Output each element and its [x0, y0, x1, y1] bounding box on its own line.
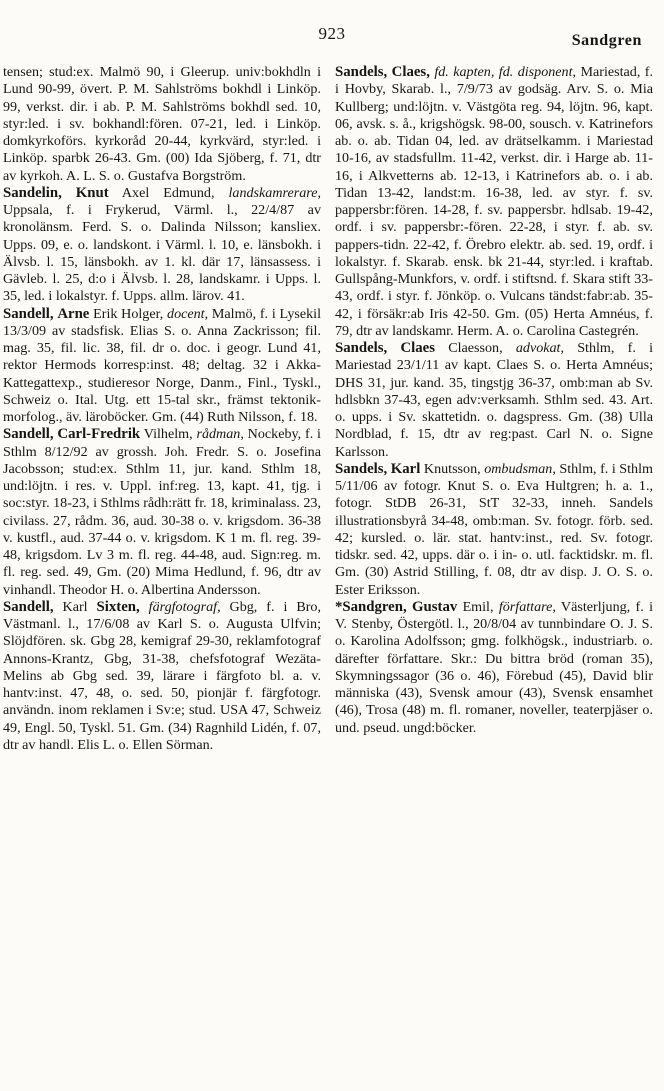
entry-title: författare	[498, 598, 553, 615]
left-column	[3, 64, 321, 754]
entry-title: fd. kapten, fd. disponent	[434, 64, 573, 80]
right-column	[335, 64, 653, 737]
entry-other-names: Axel Edmund,	[108, 184, 215, 201]
entry-first-name: Gustav	[412, 598, 458, 615]
entry-text: , Gbg, f. i Bro, Västmanl. l., 17/6/08 av Karl S. o. Augusta Ulfvin; Slöjdfören. sk. Gbg 28, kemigraf 29-30, reklamfotograf Annons-Krantz, Gbg, 31-38, chefsfotograf Wezäta-Melins ab Gbg sed. 39, lärare i färgfoto bl. a. v. hantv:inst. 47, 48, o. sed. 50, pionjär f. färgfotogr. användn. inom reklamen i Sv:e; stud. USA 47, Schweiz 49, Engl. 50, Tyskl. 51. Gm. (34) Ragnhild Lidén, f. 07, dtr av handl. Elis L. o. Ellen Sörman.	[3, 598, 321, 753]
entry	[335, 340, 653, 461]
entry-text: , Uppsala, f. i Frykerud, Värml. l., 22/4/87 av kronolänsm. Ferd. S. o. Dalinda Nilsson; kansliex. Upps. 09, e. o. landskont. i Värml. l. 10, e. länsbokh. i Älvsb. l. 15, länsbokh. av 1. kl. där 17, länsassess. i Gävleb. l. 25, d:o i Älvsb. l. 28, landskamr. i Upps. l. 35, led. i lokalstyr. f. Upps. allm. lärov. 41.	[3, 184, 322, 305]
entry-surname: Sandels,	[335, 64, 388, 80]
entry	[3, 64, 321, 185]
entry-surname: Sandell,	[3, 426, 54, 443]
entry-text: , Nockeby, f. i Sthlm 8/12/92 av grossh. Joh. Fredr. S. o. Josefina Jacobsson; stud:ex. Sthlm 11, jur. kand. Sthlm 18, und:löjtn. i res. v. Uppl. inf:reg. 13, kapt. 41, tjg. i soc:styr. 18-23, i Sthlms rådh:rätt fr. 18, kriminalass. 23, civilass. 27, rådm. 36, aud. 30-38 o. v. krigsdom. 36-38 v. kustfl., aud. 37-44 o. v. krigsdom. K 1 m. fl. reg. 39-48, krigsdom. Lv 3 m. fl. reg. 44-48, aud. Sign:reg. m. fl. reg. sed. 49, Gm. (20) Mima Hedlund, f. 96, dtr av vinhandl. Theodor H. o. Albertina Andersson.	[3, 426, 321, 598]
entry-surname: Sandelin,	[3, 184, 62, 201]
entry-text: tensen; stud:ex. Malmö 90, i Gleerup. univ:bokhdln i Lund 90-99, övert. P. M. Sahlströms bokhdl i Linköp. 99, verkst. dir. i ab. P. M. Sahlströms bokhdl sed. 10, styr:led. i sv. bokhandl:fören. 07-21, led. i Linköp. domkyrkoförs. kyrkoråd 20-44, kyrkvärd, styr:led. i Linköp. sparbk 26-43. Gm. (00) Ida Sjöberg, f. 71, dtr av kyrkoh. A. L. S. o. Gustafva Borgström.	[3, 64, 321, 184]
entry-title: landskamrerare	[228, 184, 318, 201]
entry-first-name: Claes	[400, 340, 435, 356]
entry-title: advokat	[515, 340, 561, 356]
entry-surname: Sandell,	[3, 305, 54, 322]
entry-other-names: Claesson,	[434, 340, 503, 356]
entry	[335, 599, 653, 737]
entry	[3, 599, 321, 754]
entry-other-names: Karl	[53, 598, 97, 615]
entry-other-names: Vilhelm,	[140, 426, 193, 443]
entry-first-name: Sixten,	[96, 598, 140, 615]
entry-text: , Sthlm, f. i Mariestad 23/1/11 av kapt. Claes S. o. Herta Amnéus; DHS 31, jur. kand. 35, tingstjg 36-37, omb:man ab Sv. hdlsbkn 37-43, egen adv:verksamh. Sthlm sed. 43. Art. o. upps. i Sv. skattetidn. o. dagspress. Gm. (38) Ulla Nordblad, f. 15, dtr av reg:past. Carl N. o. Signe Karlsson.	[335, 340, 653, 460]
entry-first-name: Knut	[75, 184, 109, 201]
entry-surname: Sandell,	[3, 598, 54, 615]
entry-surname: *Sandgren,	[335, 598, 407, 615]
page-number: 923	[318, 24, 346, 43]
entry-first-name: Claes,	[391, 64, 430, 80]
entry-surname: Sandels,	[335, 460, 388, 477]
entry-title: ombudsman	[484, 460, 553, 477]
entry-title: docent	[167, 305, 205, 322]
entry-surname: Sandels,	[335, 340, 388, 356]
entry	[335, 64, 653, 340]
entry	[3, 426, 321, 599]
running-head: Sandgren	[571, 32, 642, 49]
entry-title: rådman	[196, 426, 241, 443]
entry-text: , Mariestad, f. i Hovby, Skarab. l., 7/9/73 av godsäg. Arv. S. o. Mia Kullberg; und:löjtn. v. Västgöta reg. 94, löjtn. 96, kapt. 06, avsk. s. å., krigshögsk. 98-00, sousch. v. Katrinefors ab. o. ab. Tidan 04, led. av drätselkamm. i Mariestad 10-16, av stadsfullm. 11-42, verkst. dir. i Harge ab. 11-16, i Alkvetterns ab. 12-13, i Katrinefors ab. o. i ab. Tidan 13-42, landst:m. 16-38, led. av styr. f. sv. pappersbr:fören. 14-28, f. sv. pappersbr. hdlsab. 19-42, ordf. i sv. pappersbr:-fören. 22-28, i styr. f. ab. sv. pappers-tidn. 22-42, f. Örebro elektr. ab. sed. 19, ordf. i lokalstyr. f. Skarab. ensk. bk 21-44, styr:led. i kraftab. Gullspång-Munkfors, v. ordf. i stiftsnd. f. Skara stift 33-43, ordf. i styr. f. Jönköp. o. Vulcans tändst:fabr:ab. 35-42, i försäkr:ab Iris 42-50. Gm. (05) Herta Amnéus, f. 79, dtr av landskamr. Herm. A. o. Carolina Castegrén.	[335, 64, 653, 339]
entry-first-name: Carl-Fredrik	[57, 426, 141, 443]
entry-text: , Sthlm, f. i Sthlm 5/11/06 av fotogr. Knut S. o. Eva Hultgren; h. a. 1., fotogr. StDB 26-31, StT 32-33, inneh. Sandels illustrationsbyrå 34-48, omb:man. Sv. fotogr. förb. sed. 42; kursled. o. lär. stat. hantv:inst., red. Sv. fotogr. tidskr. sed. 42, upps. där o. i in- o. utl. facktidskr. m. fl. Gm. (30) Astrid Stilling, f. 08, dtr av disp. J. O. S. o. Ester Eriksson.	[335, 460, 653, 598]
entry	[3, 306, 321, 427]
entry	[3, 185, 321, 306]
entry-text: , Malmö, f. i Lysekil 13/3/09 av stadsfisk. Elias S. o. Anna Zackrisson; fil. mag. 35, fil. lic. 38, fil. dr o. doc. i geogr. Lund 41, rektor Hermods korresp:inst. 48; deltag. 32 i Akka-Kattegattexp., studieresor Norge, Danm., Finl., Tyskl., Schweiz o. Ital. Utg. ett 15-tal skr., främst tektonik-morfolog., äv. läroböcker. Gm. (44) Ruth Nilsson, f. 18.	[3, 305, 321, 425]
entry-other-names: Erik Holger,	[89, 305, 164, 322]
entry-title: färgfotograf	[148, 598, 218, 615]
entry-text: , Västerljung, f. i V. Stenby, Östergötl. l., 20/8/04 av tunnbindare O. J. S. o. Karolina Adolfsson; gmg. folkhögsk., industriarb. o. därefter författare. Skr.: Du bittra bröd (roman 35), Skymningssagor (36 o. 46), Förebud (45), David blir människa (43), Svensk amour (43), Svensk ensamhet (46), Trosa (48) m. fl. romaner, noveller, teaterpjäser o. und. pseud. ungd:böcker.	[335, 598, 653, 736]
entry-other-names: Knutsson,	[420, 460, 481, 477]
entry-first-name: Arne	[57, 305, 90, 322]
entry-first-name: Karl	[390, 460, 421, 477]
entry	[335, 461, 653, 599]
entry-other-names: Emil,	[457, 598, 494, 615]
